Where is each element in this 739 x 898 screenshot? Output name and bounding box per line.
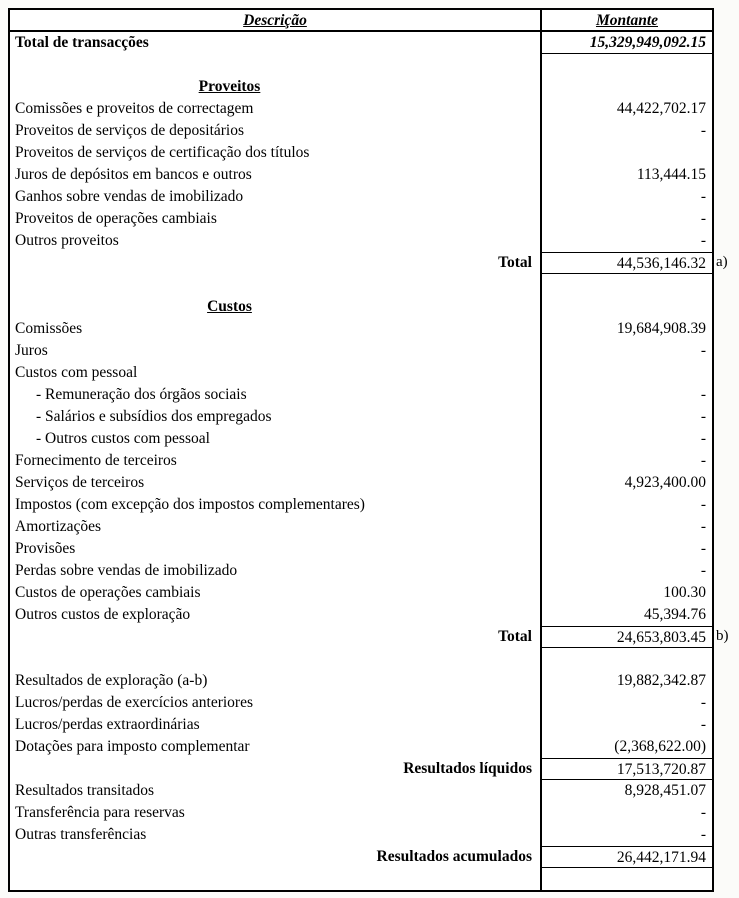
statement-table — [8, 8, 729, 892]
row-description: Outros proveitos — [15, 232, 119, 249]
row-amount — [540, 648, 712, 670]
row-description: Resultados acumulados — [376, 848, 532, 865]
row-amount: (2,368,622.00) — [540, 736, 712, 758]
data-row — [10, 714, 712, 736]
row-description — [10, 868, 540, 890]
row-description — [10, 274, 540, 296]
reference-note: a) — [716, 254, 728, 270]
section-row — [10, 296, 712, 318]
row-description: Fornecimento de terceiros — [15, 452, 177, 469]
row-amount: - — [540, 692, 712, 714]
data-row — [10, 340, 712, 362]
data-row — [10, 472, 712, 494]
column-header-description: Descrição — [243, 12, 307, 29]
row-description: Ganhos sobre vendas de imobilizado — [15, 188, 244, 205]
data-row — [10, 318, 712, 340]
data-row — [10, 450, 712, 472]
data-row — [10, 186, 712, 208]
data-row — [10, 120, 712, 142]
row-description: Impostos (com excepção dos impostos complementares) — [15, 496, 365, 513]
row-description: Resultados transitados — [15, 782, 155, 799]
row-amount — [540, 868, 712, 890]
total-row — [10, 252, 728, 274]
row-amount: - — [540, 230, 712, 252]
row-amount: - — [540, 186, 712, 208]
row-amount: 26,442,171.94 — [540, 846, 712, 868]
blank-row — [10, 648, 712, 670]
row-amount: - — [540, 428, 712, 450]
row-description: Comissões e proveitos de correctagem — [15, 100, 254, 117]
row-amount: - — [540, 538, 712, 560]
row-description: Perdas sobre vendas de imobilizado — [15, 562, 238, 579]
data-row — [10, 406, 712, 428]
row-description — [10, 54, 540, 76]
data-row — [10, 604, 712, 626]
data-row — [10, 692, 712, 714]
row-description: Outros custos de exploração — [15, 606, 191, 623]
row-amount: - — [540, 714, 712, 736]
row-description: Custos com pessoal — [15, 364, 138, 381]
reference-note: b) — [716, 628, 729, 644]
row-description: - Remuneração dos órgãos sociais — [36, 386, 247, 403]
row-description: Amortizações — [15, 518, 102, 535]
row-amount — [540, 274, 712, 296]
row-amount: 4,923,400.00 — [540, 472, 712, 494]
row-amount: - — [540, 450, 712, 472]
data-row — [10, 98, 712, 120]
row-amount: - — [540, 494, 712, 516]
row-amount: - — [540, 340, 712, 362]
row-description: Total de transacções — [15, 34, 149, 51]
row-amount — [540, 296, 712, 318]
data-row — [10, 516, 712, 538]
row-description: Proveitos de serviços de depositários — [15, 122, 245, 139]
data-row — [10, 802, 712, 824]
row-description: - Outros custos com pessoal — [36, 430, 210, 447]
blank-row — [10, 868, 712, 890]
data-row — [10, 736, 712, 758]
data-row — [10, 142, 712, 164]
data-row — [10, 560, 712, 582]
row-description: Dotações para imposto complementar — [15, 738, 250, 755]
row-amount: 44,536,146.32 — [540, 252, 712, 274]
total-row — [10, 626, 729, 648]
row-amount: - — [540, 516, 712, 538]
row-description: Juros de depósitos em bancos e outros — [15, 166, 252, 183]
row-description — [10, 648, 540, 670]
row-amount: - — [540, 406, 712, 428]
row-description: Proveitos — [198, 78, 261, 95]
row-amount: 15,329,949,092.15 — [540, 32, 712, 54]
row-description: Proveitos de operações cambiais — [15, 210, 217, 227]
result-row — [10, 758, 712, 780]
row-amount: 19,882,342.87 — [540, 670, 712, 692]
data-row — [10, 208, 712, 230]
row-amount — [540, 54, 712, 76]
row-amount: - — [540, 802, 712, 824]
data-row — [10, 670, 712, 692]
grand-total-row — [10, 32, 712, 54]
data-row — [10, 824, 712, 846]
row-description: Custos de operações cambiais — [15, 584, 201, 601]
row-description: Resultados de exploração (a-b) — [15, 672, 208, 689]
row-description: Comissões — [15, 320, 83, 337]
row-description: Proveitos de serviços de certificação dos títulos — [15, 144, 310, 161]
row-amount: 19,684,908.39 — [540, 318, 712, 340]
row-amount: 8,928,451.07 — [540, 780, 712, 802]
row-amount — [540, 362, 712, 384]
row-amount — [540, 142, 712, 164]
data-row — [10, 230, 712, 252]
row-description: Outras transferências — [15, 826, 147, 843]
row-description: Transferência para reservas — [15, 804, 185, 821]
data-row — [10, 428, 712, 450]
data-row — [10, 780, 712, 802]
data-row — [10, 164, 712, 186]
row-amount: - — [540, 120, 712, 142]
row-description: Provisões — [15, 540, 76, 557]
data-row — [10, 538, 712, 560]
data-row — [10, 582, 712, 604]
data-row — [10, 362, 712, 384]
section-row — [10, 76, 712, 98]
row-description: - Salários e subsídios dos empregados — [36, 408, 272, 425]
table-header-row — [10, 10, 712, 32]
column-header-amount: Montante — [540, 10, 712, 30]
row-amount: - — [540, 208, 712, 230]
data-row — [10, 494, 712, 516]
row-description: Lucros/perdas extraordinárias — [15, 716, 200, 733]
row-amount: 24,653,803.45 — [540, 626, 712, 648]
row-amount: 45,394.76 — [540, 604, 712, 626]
row-amount: - — [540, 560, 712, 582]
row-description: Resultados líquidos — [403, 760, 532, 777]
data-row — [10, 384, 712, 406]
row-description: Juros — [15, 342, 48, 359]
row-description: Total — [498, 254, 532, 271]
blank-row — [10, 274, 712, 296]
row-amount: 113,444.15 — [540, 164, 712, 186]
row-description: Lucros/perdas de exercícios anteriores — [15, 694, 253, 711]
row-amount: 44,422,702.17 — [540, 98, 712, 120]
row-amount: 17,513,720.87 — [540, 758, 712, 780]
row-amount: 100.30 — [540, 582, 712, 604]
row-amount: - — [540, 824, 712, 846]
row-description: Custos — [207, 298, 252, 315]
result-row — [10, 846, 712, 868]
blank-row — [10, 54, 712, 76]
row-description: Total — [498, 628, 532, 645]
row-amount: - — [540, 384, 712, 406]
row-amount — [540, 76, 712, 98]
row-description: Serviços de terceiros — [15, 474, 145, 491]
